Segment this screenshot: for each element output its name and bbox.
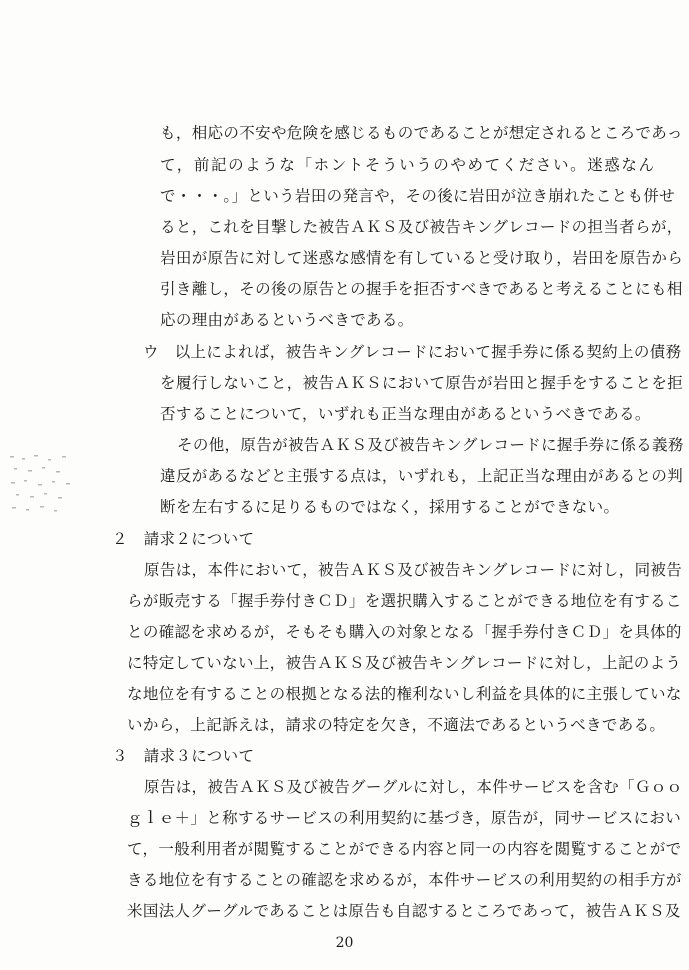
item-heading-u: ウ 以上によれば，被告キングレコードにおいて握手券に係る契約上の債務 bbox=[143, 343, 682, 361]
scan-artifact-dots bbox=[8, 452, 78, 522]
body-text-line: で・・・。」という岩田の発言や，その後に岩田が泣き崩れたことも併せ bbox=[160, 187, 675, 205]
body-text-line: との確認を求めるが，そもそも購入の対象となる「握手券付きＣＤ」を具体的 bbox=[127, 623, 682, 641]
body-text-line: ると，これを目撃した被告ＡＫＳ及び被告キングレコードの担当者らが， bbox=[160, 218, 683, 236]
section-heading-2: ２ 請求２について bbox=[112, 530, 255, 548]
body-text-line: その他，原告が被告ＡＫＳ及び被告キングレコードに握手券に係る義務 bbox=[177, 436, 684, 454]
page-number: 20 bbox=[335, 935, 354, 951]
body-text-line: 応の理由があるというべきである。 bbox=[160, 311, 414, 329]
body-text-line: ｇｌｅ＋」と称するサービスの利用契約に基づき，原告が，同サービスにおい bbox=[127, 809, 682, 827]
body-text-line: 原告は，本件において，被告ＡＫＳ及び被告キングレコードに対し，同被告 bbox=[144, 561, 683, 579]
body-text-line: も，相応の不安や危険を感じるものであることが想定されるところであっ bbox=[160, 124, 683, 142]
body-text-line: 岩田が原告に対して迷惑な感情を有していると受け取り，岩田を原告から bbox=[160, 249, 684, 267]
body-text-line: て，前記のような「ホントそういうのやめてください。迷惑なん bbox=[160, 156, 656, 174]
body-text-line: 違反があるなどと主張する点は，いずれも，上記正当な理由があるとの判 bbox=[160, 467, 684, 485]
section-heading-3: ３ 請求３について bbox=[112, 747, 255, 765]
body-text-line: を履行しないこと，被告ＡＫＳにおいて原告が岩田と握手をすることを拒 bbox=[160, 374, 684, 392]
body-text-line: 引き離し，その後の原告との握手を拒否すべきであると考えることにも相 bbox=[160, 280, 683, 298]
body-text-line: らが販売する「握手券付きＣＤ」を選択購入することができる地位を有するこ bbox=[127, 592, 682, 610]
body-text-line: て，一般利用者が閲覧することができる内容と同一の内容を閲覧することがで bbox=[127, 840, 682, 858]
body-text-line: 否することについて，いずれも正当な理由があるというべきである。 bbox=[160, 405, 651, 423]
body-text-line: 断を左右するに足りるものではなく，採用することができない。 bbox=[160, 498, 620, 516]
body-text-line: 米国法人グーグルであることは原告も自認するところであって，被告ＡＫＳ及 bbox=[127, 902, 681, 920]
body-text-line: に特定していない上，被告ＡＫＳ及び被告キングレコードに対し，上記のよう bbox=[127, 654, 682, 672]
body-text-line: な地位を有することの根拠となる法的権利ないし利益を具体的に主張していな bbox=[127, 685, 682, 703]
body-text-line: 原告は，被告ＡＫＳ及び被告グーグルに対し，本件サービスを含む「Ｇｏｏ bbox=[144, 778, 683, 796]
body-text-line: きる地位を有することの確認を求めるが，本件サービスの利用契約の相手方が bbox=[127, 871, 682, 889]
body-text-line: いから，上記訴えは，請求の特定を欠き，不適法であるというべきである。 bbox=[127, 716, 666, 734]
